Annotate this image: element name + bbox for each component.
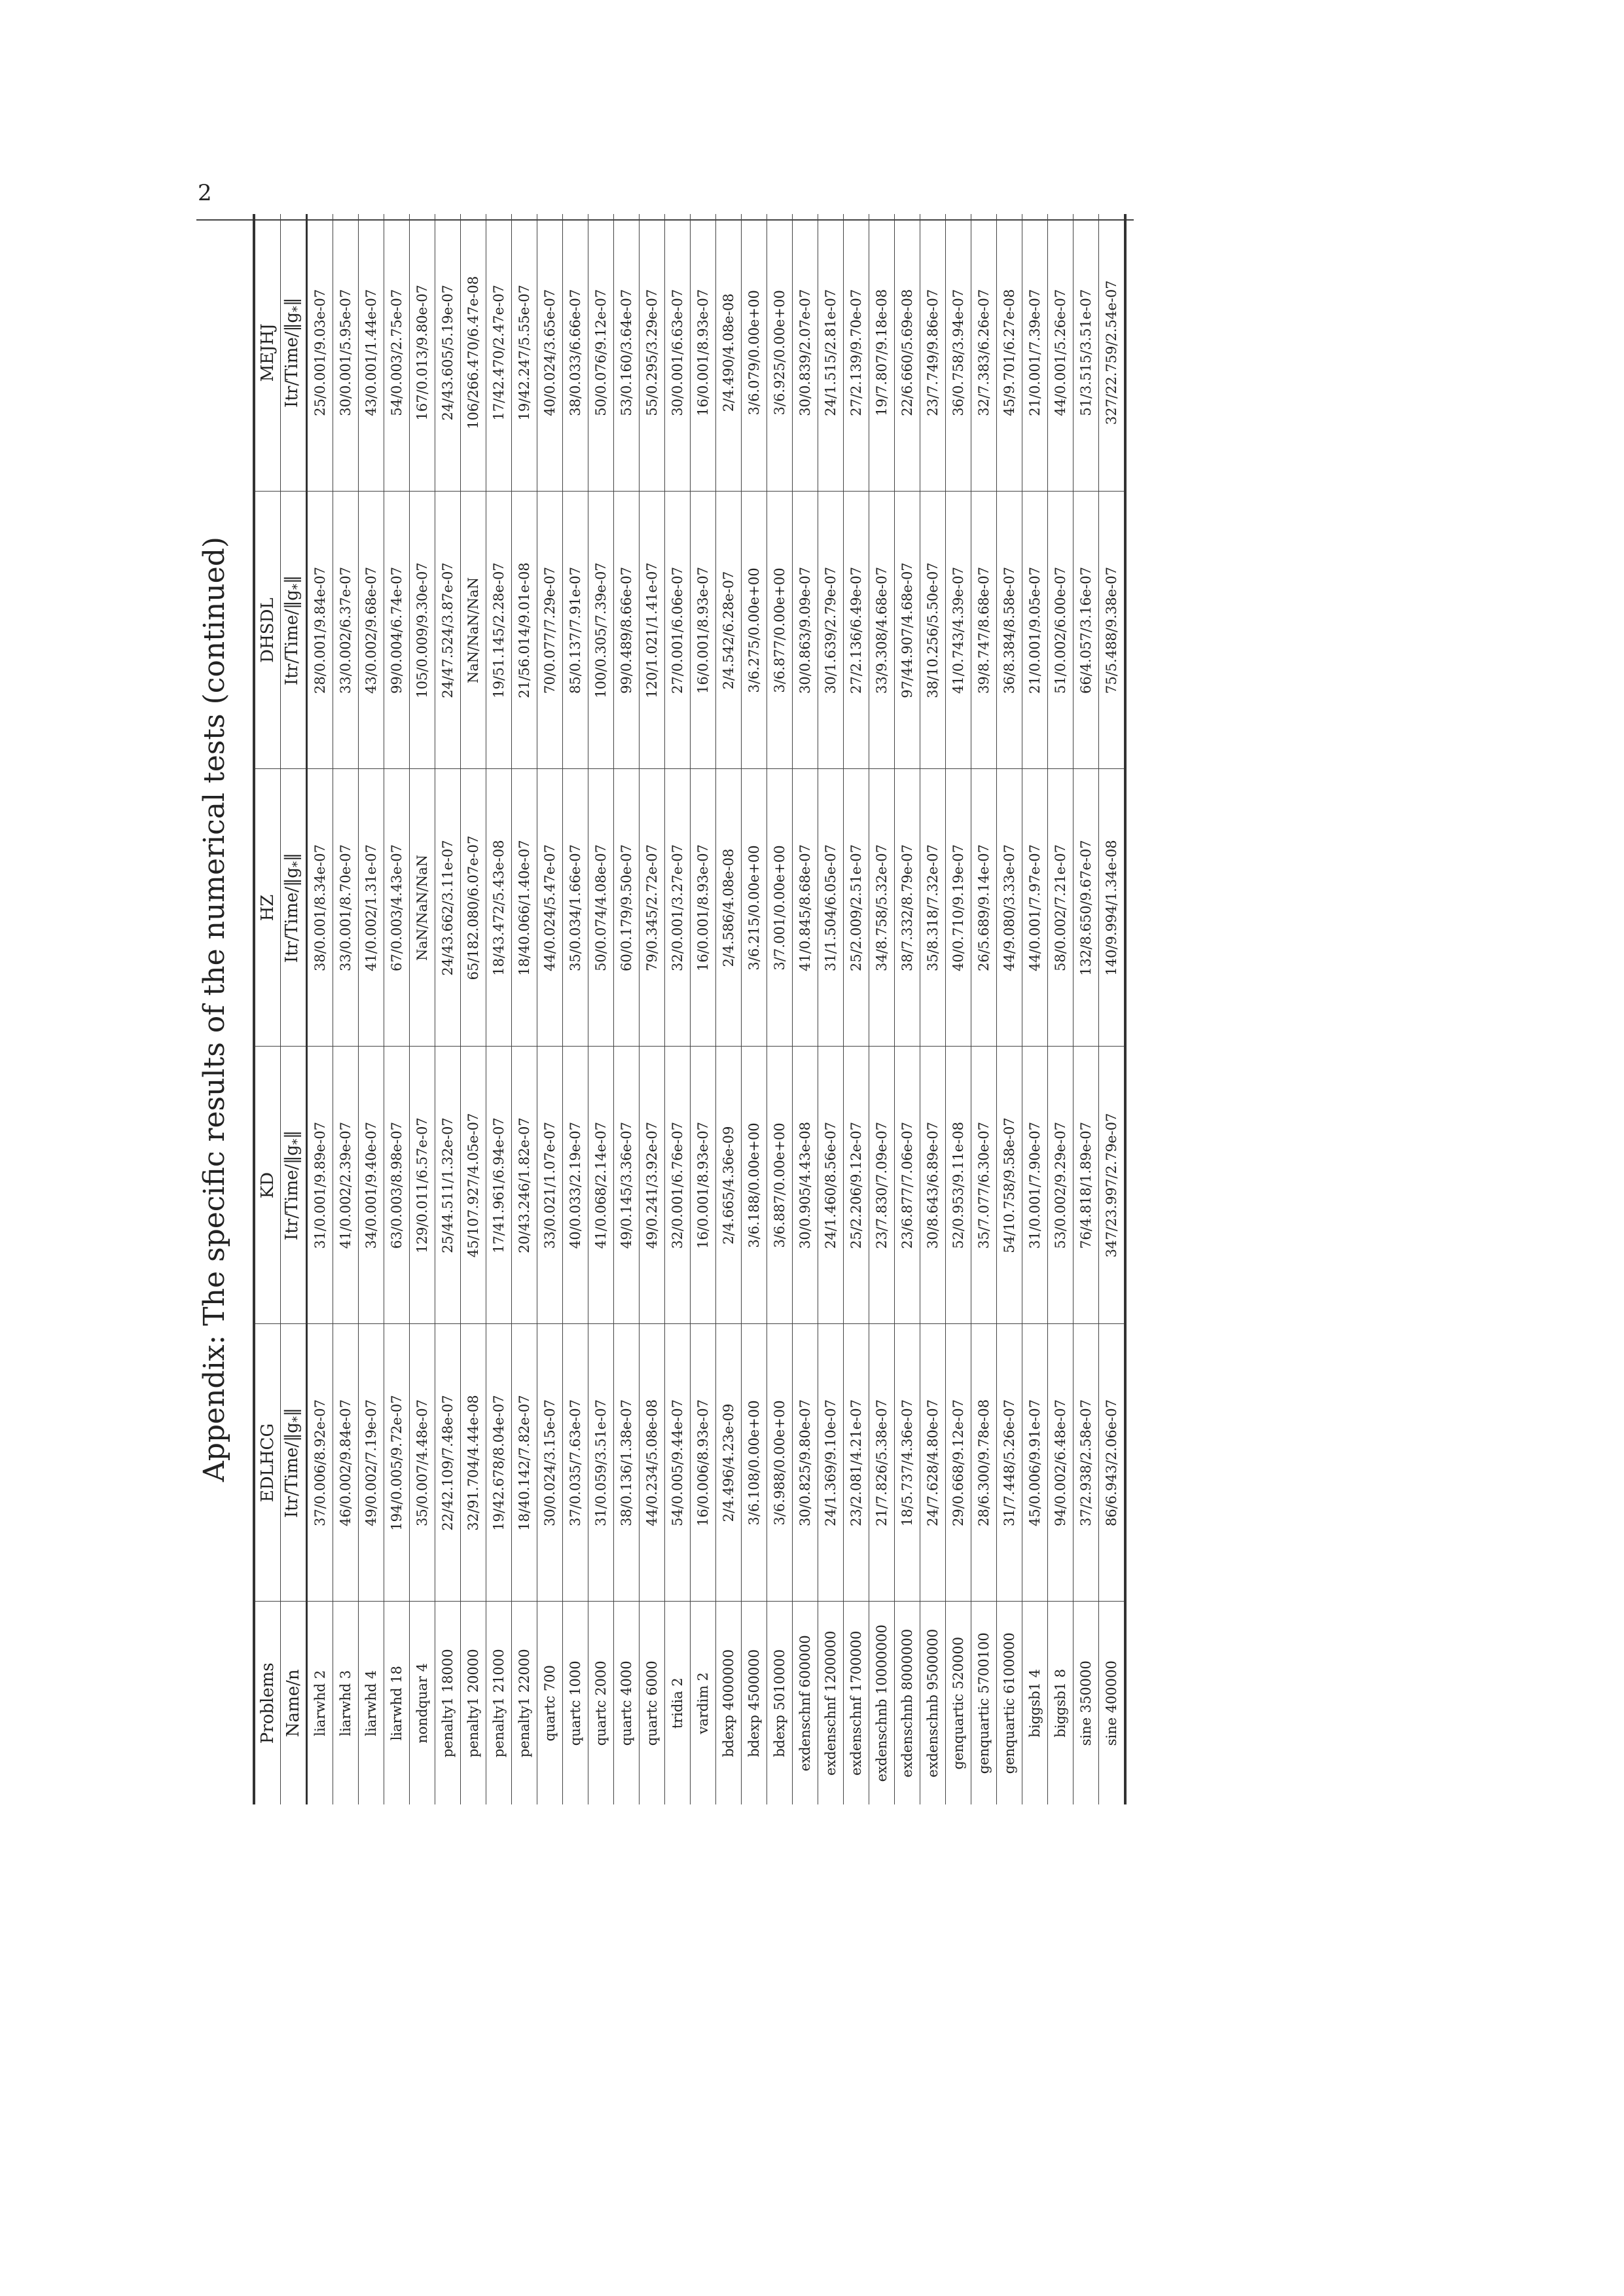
result-cell: 3/6.925/0.00e+00 xyxy=(767,214,793,492)
result-cell: 37/2.938/2.58e-07 xyxy=(1074,1324,1099,1602)
table-row xyxy=(359,214,384,1804)
result-cell: 30/1.639/2.79e-07 xyxy=(818,492,844,769)
result-cell: 105/0.009/9.30e-07 xyxy=(410,492,435,769)
result-cell: 39/8.747/8.68e-07 xyxy=(971,492,997,769)
result-cell: 41/0.002/2.39e-07 xyxy=(333,1047,359,1324)
result-cell: 16/0.006/8.93e-07 xyxy=(691,1324,716,1602)
result-cell: 18/40.142/7.82e-07 xyxy=(512,1324,537,1602)
result-cell: 3/6.275/0.00e+00 xyxy=(742,492,767,769)
result-cell: 44/0.001/7.97e-07 xyxy=(1022,769,1048,1047)
result-cell: 132/8.650/9.67e-07 xyxy=(1074,769,1099,1047)
result-cell: 3/6.215/0.00e+00 xyxy=(742,769,767,1047)
result-cell: 37/0.035/7.63e-07 xyxy=(563,1324,588,1602)
problem-name-cell: penalty1 21000 xyxy=(486,1602,512,1804)
result-cell: 3/6.877/0.00e+00 xyxy=(767,492,793,769)
result-cell: 36/8.384/8.58e-07 xyxy=(997,492,1022,769)
results-body xyxy=(307,214,1126,1804)
result-cell: 129/0.011/6.57e-07 xyxy=(410,1047,435,1324)
result-cell: 54/10.758/9.58e-07 xyxy=(997,1047,1022,1324)
result-cell: 2/4.586/4.08e-08 xyxy=(716,769,742,1047)
result-cell: 75/5.488/9.38e-07 xyxy=(1099,492,1126,769)
result-cell: 38/0.001/8.34e-07 xyxy=(307,769,333,1047)
metric-header: Itr/$Time/‖g_*‖$ xyxy=(281,214,307,492)
result-cell: 30/0.863/9.09e-07 xyxy=(793,492,818,769)
method-header-kd: KD xyxy=(254,1047,281,1324)
result-cell: 3/6.887/0.00e+00 xyxy=(767,1047,793,1324)
result-cell: 100/0.305/7.39e-07 xyxy=(588,492,614,769)
problem-name-cell: vardim 2 xyxy=(691,1602,716,1804)
result-cell: 25/44.511/1.32e-07 xyxy=(435,1047,461,1324)
table-row xyxy=(512,214,537,1804)
method-header-edlhcg: EDLHCG xyxy=(254,1324,281,1602)
metric-header-row xyxy=(281,214,307,1804)
table-row xyxy=(920,214,946,1804)
rotated-table-block xyxy=(195,214,1125,1804)
result-cell: 25/0.001/9.03e-07 xyxy=(307,214,333,492)
result-cell: 35/7.077/6.30e-07 xyxy=(971,1047,997,1324)
result-cell: 41/0.068/2.14e-07 xyxy=(588,1047,614,1324)
result-cell: 44/0.001/5.26e-07 xyxy=(1048,214,1074,492)
result-cell: 24/47.524/3.87e-07 xyxy=(435,492,461,769)
result-cell: 23/6.877/7.06e-07 xyxy=(895,1047,920,1324)
result-cell: 43/0.002/9.68e-07 xyxy=(359,492,384,769)
problems-header: Problems xyxy=(254,1602,281,1804)
result-cell: 99/0.489/8.66e-07 xyxy=(614,492,640,769)
result-cell: 28/6.300/9.78e-08 xyxy=(971,1324,997,1602)
problem-name-cell: liarwhd 3 xyxy=(333,1602,359,1804)
problem-name-cell: quartc 1000 xyxy=(563,1602,588,1804)
result-cell: 21/7.826/5.38e-07 xyxy=(869,1324,895,1602)
result-cell: 36/0.758/3.94e-07 xyxy=(946,214,971,492)
result-cell: 120/1.021/1.41e-07 xyxy=(640,492,665,769)
result-cell: 44/9.080/3.33e-07 xyxy=(997,769,1022,1047)
result-cell: 97/44.907/4.68e-07 xyxy=(895,492,920,769)
result-cell: 86/6.943/2.06e-07 xyxy=(1099,1324,1126,1602)
problem-name-cell: exdenschnb 9500000 xyxy=(920,1602,946,1804)
table-row xyxy=(818,214,844,1804)
result-cell: 26/5.689/9.14e-07 xyxy=(971,769,997,1047)
result-cell: 24/1.369/9.10e-07 xyxy=(818,1324,844,1602)
result-cell: 31/0.059/3.51e-07 xyxy=(588,1324,614,1602)
result-cell: 19/7.807/9.18e-08 xyxy=(869,214,895,492)
result-cell: 31/0.001/7.90e-07 xyxy=(1022,1047,1048,1324)
result-cell: 2/4.665/4.36e-09 xyxy=(716,1047,742,1324)
result-cell: 65/182.080/6.07e-07 xyxy=(461,769,486,1047)
method-header-dhsdl: DHSDL xyxy=(254,492,281,769)
problem-name-cell: exdenschnf 1700000 xyxy=(844,1602,869,1804)
result-cell: 35/8.318/7.32e-07 xyxy=(920,769,946,1047)
result-cell: 2/4.490/4.08e-08 xyxy=(716,214,742,492)
result-cell: 16/0.001/8.93e-07 xyxy=(691,214,716,492)
problem-name-cell: sine 350000 xyxy=(1074,1602,1099,1804)
result-cell: 85/0.137/7.91e-07 xyxy=(563,492,588,769)
result-cell: 27/0.001/6.06e-07 xyxy=(665,492,691,769)
result-cell: 79/0.345/2.72e-07 xyxy=(640,769,665,1047)
result-cell: 49/0.002/7.19e-07 xyxy=(359,1324,384,1602)
result-cell: 35/0.007/4.48e-07 xyxy=(410,1324,435,1602)
result-cell: 38/0.033/6.66e-07 xyxy=(563,214,588,492)
problem-name-cell: bdexp 5010000 xyxy=(767,1602,793,1804)
result-cell: 27/2.139/9.70e-07 xyxy=(844,214,869,492)
table-row xyxy=(869,214,895,1804)
result-cell: 20/43.246/1.82e-07 xyxy=(512,1047,537,1324)
result-cell: 24/7.628/4.80e-07 xyxy=(920,1324,946,1602)
result-cell: 2/4.542/6.28e-07 xyxy=(716,492,742,769)
result-cell: 16/0.001/8.93e-07 xyxy=(691,492,716,769)
result-cell: 53/0.002/9.29e-07 xyxy=(1048,1047,1074,1324)
problem-name-cell: quartc 4000 xyxy=(614,1602,640,1804)
result-cell: 32/0.001/6.76e-07 xyxy=(665,1047,691,1324)
result-cell: 30/0.001/5.95e-07 xyxy=(333,214,359,492)
result-cell: 37/0.006/8.92e-07 xyxy=(307,1324,333,1602)
result-cell: 70/0.077/7.29e-07 xyxy=(537,492,563,769)
result-cell: 25/2.206/9.12e-07 xyxy=(844,1047,869,1324)
result-cell: 32/91.704/4.44e-08 xyxy=(461,1324,486,1602)
problem-name-cell: penalty1 22000 xyxy=(512,1602,537,1804)
table-caption: Appendix: The specific results of the numerical tests (continued) xyxy=(198,536,231,1482)
result-cell: 33/0.002/6.37e-07 xyxy=(333,492,359,769)
result-cell: 54/0.005/9.44e-07 xyxy=(665,1324,691,1602)
problem-name-cell: exdenschnb 10000000 xyxy=(869,1602,895,1804)
result-cell: 41/0.002/1.31e-07 xyxy=(359,769,384,1047)
result-cell: 44/0.234/5.08e-08 xyxy=(640,1324,665,1602)
problem-name-cell: exdenschnf 1200000 xyxy=(818,1602,844,1804)
table-row xyxy=(486,214,512,1804)
result-cell: 16/0.001/8.93e-07 xyxy=(691,769,716,1047)
result-cell: 52/0.953/9.11e-08 xyxy=(946,1047,971,1324)
result-cell: 2/4.496/4.23e-09 xyxy=(716,1324,742,1602)
result-cell: 49/0.241/3.92e-07 xyxy=(640,1047,665,1324)
result-cell: 24/43.662/3.11e-07 xyxy=(435,769,461,1047)
problem-name-cell: liarwhd 4 xyxy=(359,1602,384,1804)
result-cell: 45/0.006/9.91e-07 xyxy=(1022,1324,1048,1602)
result-cell: 55/0.295/3.29e-07 xyxy=(640,214,665,492)
page-number: 2 xyxy=(198,180,212,206)
table-row xyxy=(384,214,410,1804)
problem-name-cell: penalty1 20000 xyxy=(461,1602,486,1804)
table-row xyxy=(461,214,486,1804)
result-cell: 17/42.470/2.47e-07 xyxy=(486,214,512,492)
method-header-hz: HZ xyxy=(254,769,281,1047)
result-cell: 51/3.515/3.51e-07 xyxy=(1074,214,1099,492)
problem-name-cell: quartc 6000 xyxy=(640,1602,665,1804)
result-cell: 327/22.759/2.54e-07 xyxy=(1099,214,1126,492)
result-cell: 24/43.605/5.19e-07 xyxy=(435,214,461,492)
result-cell: 18/40.066/1.40e-07 xyxy=(512,769,537,1047)
result-cell: 22/42.109/7.48e-07 xyxy=(435,1324,461,1602)
result-cell: 38/7.332/8.79e-07 xyxy=(895,769,920,1047)
metric-header: Itr/$Time/‖g_*‖$ xyxy=(281,492,307,769)
result-cell: 347/23.997/2.79e-07 xyxy=(1099,1047,1126,1324)
result-cell: 19/42.678/8.04e-07 xyxy=(486,1324,512,1602)
result-cell: 45/9.701/6.27e-08 xyxy=(997,214,1022,492)
result-cell: 21/0.001/9.05e-07 xyxy=(1022,492,1048,769)
result-cell: 167/0.013/9.80e-07 xyxy=(410,214,435,492)
result-cell: 49/0.145/3.36e-07 xyxy=(614,1047,640,1324)
table-row xyxy=(614,214,640,1804)
problem-name-cell: quartc 2000 xyxy=(588,1602,614,1804)
result-cell: 28/0.001/9.84e-07 xyxy=(307,492,333,769)
result-cell: 22/6.660/5.69e-08 xyxy=(895,214,920,492)
result-cell: 40/0.033/2.19e-07 xyxy=(563,1047,588,1324)
result-cell: 33/0.021/1.07e-07 xyxy=(537,1047,563,1324)
problem-name-cell: biggsb1 4 xyxy=(1022,1602,1048,1804)
result-cell: 35/0.034/1.66e-07 xyxy=(563,769,588,1047)
result-cell: 3/6.188/0.00e+00 xyxy=(742,1047,767,1324)
result-cell: 38/0.136/1.38e-07 xyxy=(614,1324,640,1602)
result-cell: 43/0.001/1.44e-07 xyxy=(359,214,384,492)
result-cell: 106/266.470/6.47e-08 xyxy=(461,214,486,492)
table-row xyxy=(410,214,435,1804)
problem-name-cell: genquartic 6100000 xyxy=(997,1602,1022,1804)
problem-name-cell: bdexp 4500000 xyxy=(742,1602,767,1804)
result-cell: 51/0.002/6.00e-07 xyxy=(1048,492,1074,769)
result-cell: 21/0.001/7.39e-07 xyxy=(1022,214,1048,492)
method-header-mejhj: MEJHJ xyxy=(254,214,281,492)
result-cell: 24/1.460/8.56e-07 xyxy=(818,1047,844,1324)
result-cell: 38/10.256/5.50e-07 xyxy=(920,492,946,769)
result-cell: 67/0.003/4.43e-07 xyxy=(384,769,410,1047)
result-cell: 30/0.024/3.15e-07 xyxy=(537,1324,563,1602)
problem-name-cell: biggsb1 8 xyxy=(1048,1602,1074,1804)
result-cell: 45/107.927/4.05e-07 xyxy=(461,1047,486,1324)
result-cell: 44/0.024/5.47e-07 xyxy=(537,769,563,1047)
table-row xyxy=(563,214,588,1804)
result-cell: 3/6.079/0.00e+00 xyxy=(742,214,767,492)
result-cell: 76/4.818/1.89e-07 xyxy=(1074,1047,1099,1324)
result-cell: 21/56.014/9.01e-08 xyxy=(512,492,537,769)
result-cell: 18/43.472/5.43e-08 xyxy=(486,769,512,1047)
problem-name-cell: bdexp 4000000 xyxy=(716,1602,742,1804)
result-cell: 23/2.081/4.21e-07 xyxy=(844,1324,869,1602)
result-cell: 30/0.905/4.43e-08 xyxy=(793,1047,818,1324)
result-cell: 94/0.002/6.48e-07 xyxy=(1048,1324,1074,1602)
table-row xyxy=(793,214,818,1804)
result-cell: 30/0.001/6.63e-07 xyxy=(665,214,691,492)
result-cell: 46/0.002/9.84e-07 xyxy=(333,1324,359,1602)
problem-name-cell: sine 400000 xyxy=(1099,1602,1126,1804)
table-row xyxy=(971,214,997,1804)
table-row xyxy=(895,214,920,1804)
problem-name-cell: exdenschnb 8000000 xyxy=(895,1602,920,1804)
result-cell: 40/0.710/9.19e-07 xyxy=(946,769,971,1047)
metric-header: Itr/$Time/‖g_*‖$ xyxy=(281,769,307,1047)
result-cell: 16/0.001/8.93e-07 xyxy=(691,1047,716,1324)
result-cell: 60/0.179/9.50e-07 xyxy=(614,769,640,1047)
result-cell: 29/0.668/9.12e-07 xyxy=(946,1324,971,1602)
result-cell: 17/41.961/6.94e-07 xyxy=(486,1047,512,1324)
table-row xyxy=(307,214,333,1804)
result-cell: 99/0.004/6.74e-07 xyxy=(384,492,410,769)
table-row xyxy=(691,214,716,1804)
table-row xyxy=(333,214,359,1804)
result-cell: 23/7.749/9.86e-07 xyxy=(920,214,946,492)
result-cell: 34/8.758/5.32e-07 xyxy=(869,769,895,1047)
problem-name-cell: genquartic 520000 xyxy=(946,1602,971,1804)
result-cell: 63/0.003/8.98e-07 xyxy=(384,1047,410,1324)
table-row xyxy=(588,214,614,1804)
table-row xyxy=(1022,214,1048,1804)
table-row xyxy=(716,214,742,1804)
result-cell: 30/0.825/9.80e-07 xyxy=(793,1324,818,1602)
problem-name-cell: liarwhd 2 xyxy=(312,1670,328,1736)
results-table xyxy=(253,214,1127,1804)
metric-header: Itr/$Time/‖g_*‖$ xyxy=(281,1324,307,1602)
metric-header: Itr/$Time/‖g_*‖$ xyxy=(281,1047,307,1324)
result-cell: 34/0.001/9.40e-07 xyxy=(359,1047,384,1324)
result-cell: 50/0.074/4.08e-07 xyxy=(588,769,614,1047)
table-row xyxy=(767,214,793,1804)
problem-name-cell: penalty1 18000 xyxy=(435,1602,461,1804)
table-row xyxy=(1099,214,1126,1804)
result-cell: 54/0.003/2.75e-07 xyxy=(384,214,410,492)
problem-name-cell: quartc 700 xyxy=(537,1602,563,1804)
result-cell: 31/0.001/9.89e-07 xyxy=(307,1047,333,1324)
result-cell: 40/0.024/3.65e-07 xyxy=(537,214,563,492)
result-cell: 30/8.643/6.89e-07 xyxy=(920,1047,946,1324)
result-cell: 31/7.448/5.26e-07 xyxy=(997,1324,1022,1602)
result-cell: 50/0.076/9.12e-07 xyxy=(588,214,614,492)
result-cell: 19/51.145/2.28e-07 xyxy=(486,492,512,769)
result-cell: 24/1.515/2.81e-07 xyxy=(818,214,844,492)
problem-name-cell: liarwhd 18 xyxy=(384,1602,410,1804)
result-cell: 66/4.057/3.16e-07 xyxy=(1074,492,1099,769)
table-row xyxy=(1074,214,1099,1804)
result-cell: 25/2.009/2.51e-07 xyxy=(844,769,869,1047)
table-row xyxy=(665,214,691,1804)
result-cell: 3/6.108/0.00e+00 xyxy=(742,1324,767,1602)
result-cell: 41/0.743/4.39e-07 xyxy=(946,492,971,769)
result-cell: 18/5.737/4.36e-07 xyxy=(895,1324,920,1602)
result-cell: 140/9.994/1.34e-08 xyxy=(1099,769,1126,1047)
table-row xyxy=(1048,214,1074,1804)
result-cell: 3/6.988/0.00e+00 xyxy=(767,1324,793,1602)
result-cell: 19/42.247/5.55e-07 xyxy=(512,214,537,492)
result-cell: 23/7.830/7.09e-07 xyxy=(869,1047,895,1324)
result-cell: 53/0.160/3.64e-07 xyxy=(614,214,640,492)
table-row xyxy=(742,214,767,1804)
problem-name-cell: genquartic 5700100 xyxy=(971,1602,997,1804)
table-row xyxy=(640,214,665,1804)
method-header-row xyxy=(254,214,281,1804)
result-cell: 3/7.001/0.00e+00 xyxy=(767,769,793,1047)
problem-name-cell: nondquar 4 xyxy=(410,1602,435,1804)
problem-name-cell: tridia 2 xyxy=(665,1602,691,1804)
table-row xyxy=(844,214,869,1804)
name-header: Name/n xyxy=(281,1602,307,1804)
result-cell: 31/1.504/6.05e-07 xyxy=(818,769,844,1047)
result-cell: 30/0.839/2.07e-07 xyxy=(793,214,818,492)
problem-name-cell: exdenschnf 600000 xyxy=(793,1602,818,1804)
result-cell: 58/0.002/7.21e-07 xyxy=(1048,769,1074,1047)
table-row xyxy=(997,214,1022,1804)
table-row xyxy=(435,214,461,1804)
result-cell: 41/0.845/8.68e-07 xyxy=(793,769,818,1047)
result-cell: 194/0.005/9.72e-07 xyxy=(384,1324,410,1602)
result-cell: 32/0.001/3.27e-07 xyxy=(665,769,691,1047)
result-cell: NaN/NaN/NaN xyxy=(461,492,486,769)
result-cell: 33/0.001/8.70e-07 xyxy=(333,769,359,1047)
result-cell: NaN/NaN/NaN xyxy=(410,769,435,1047)
result-cell: 33/9.308/4.68e-07 xyxy=(869,492,895,769)
result-cell: 32/7.383/6.26e-07 xyxy=(971,214,997,492)
table-row xyxy=(537,214,563,1804)
result-cell: 27/2.136/6.49e-07 xyxy=(844,492,869,769)
table-row xyxy=(946,214,971,1804)
